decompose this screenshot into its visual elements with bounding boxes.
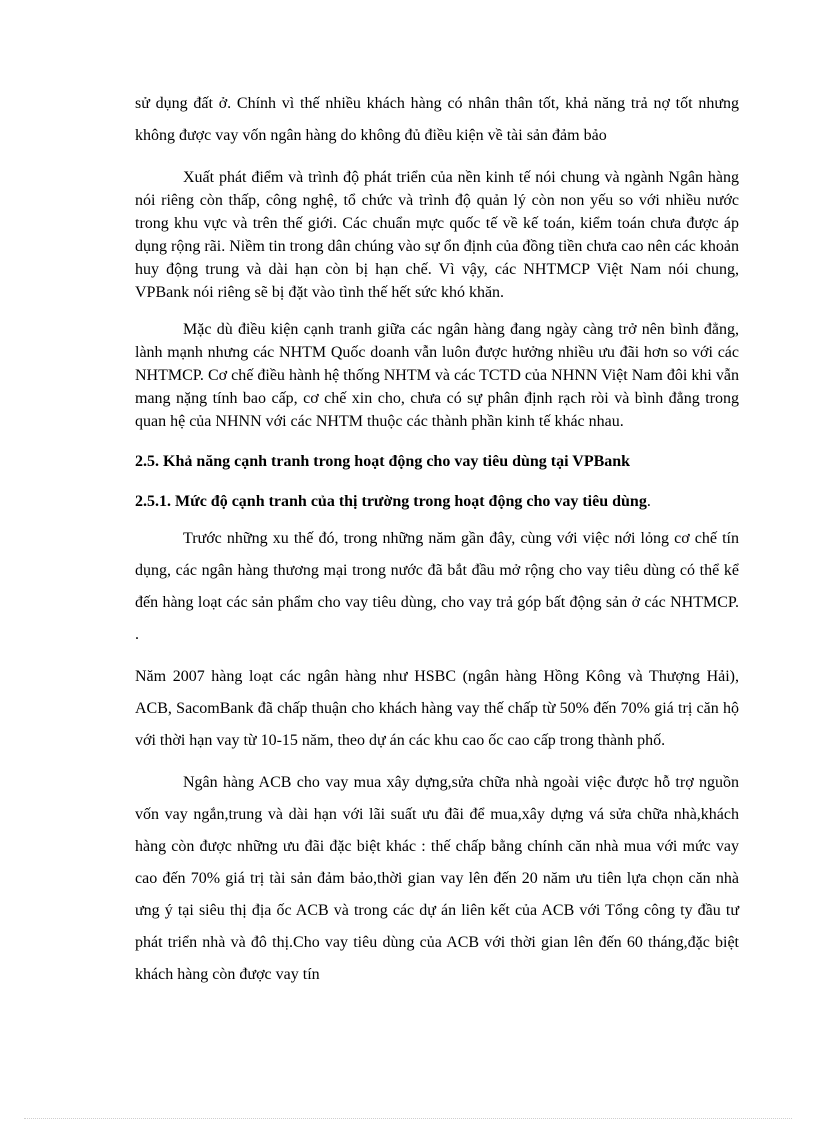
subsection-heading-text: 2.5.1. Mức độ cạnh tranh của thị trường trong hoạt động cho vay tiêu dùng bbox=[135, 493, 647, 510]
paragraph-starting-point: Xuất phát điểm và trình độ phát triển của nền kinh tế nói chung và ngành Ngân hàng nói riêng còn thấp, công nghệ, tổ chức và trình độ quản lý còn non yếu so với nhiều nước trong khu vực và trên thế giới. Các chuẩn mực quốc tế về kế toán, kiểm toán chưa được áp dụng rộng rãi. Niềm tin trong dân chúng vào sự ổn định của đồng tiền chưa cao nên các khoản huy động trung và dài hạn còn bị hạn chế. Vì vậy, các NHTMCP Việt Nam nói chung, VPBank nói riêng sẽ bị đặt vào tình thế hết sức khó khăn. bbox=[135, 169, 739, 301]
page-bottom-rule bbox=[24, 1118, 792, 1119]
subsection-heading bbox=[135, 491, 739, 513]
section-heading: 2.5. Khả năng cạnh tranh trong hoạt động cho vay tiêu dùng tại VPBank bbox=[135, 453, 631, 470]
subsection-heading-period: . bbox=[646, 493, 651, 510]
paragraph-acb-lending: Ngân hàng ACB cho vay mua xây dựng,sửa chữa nhà ngoài việc được hỗ trợ nguồn vốn vay ngắn,trung và dài hạn với lãi suất ưu đãi để mua,xây dựng vá sửa chữa nhà,khách hàng còn được những ưu đãi đặc biệt khác : thế chấp bằng chính căn nhà mua với mức vay cao đến 70% giá trị tài sản đảm bảo,thời gian vay lên đến 20 năm ưu tiên lựa chọn căn nhà ưng ý tại siêu thị địa ốc ACB và trong các dự án liên kết của ACB với Tổng công ty đầu tư phát triển nhà và đô thị.Cho vay tiêu dùng của ACB với thời gian lên đến 60 tháng,đặc biệt khách hàng còn được vay tín bbox=[135, 774, 739, 983]
paragraph-2007-banks: Năm 2007 hàng loạt các ngân hàng như HSBC (ngân hàng Hồng Kông và Thượng Hải), ACB, SacomBank đã chấp thuận cho khách hàng vay thế chấp từ 50% đến 70% giá trị căn hộ với thời hạn vay từ 10-15 năm, theo dự án các khu cao ốc cao cấp trong thành phố. bbox=[135, 668, 739, 749]
paragraph-competition-conditions: Mặc dù điều kiện cạnh tranh giữa các ngân hàng đang ngày càng trở nên bình đẳng, lành mạnh nhưng các NHTM Quốc doanh vẫn luôn được hưởng nhiều ưu đãi hơn so với các NHTMCP. Cơ chế điều hành hệ thống NHTM và các TCTD của NHNN Việt Nam đôi khi vẫn mang nặng tính bao cấp, cơ chế xin cho, chưa có sự phân định rạch ròi và bình đẳng trong quan hệ của NHNN với các NHTM thuộc các thành phần kinh tế khác nhau. bbox=[135, 321, 739, 430]
paragraph-collateral: sử dụng đất ở. Chính vì thế nhiều khách hàng có nhân thân tốt, khả năng trả nợ tốt nhưng không được vay vốn ngân hàng do không đủ điều kiện về tài sản đảm bảo bbox=[135, 95, 739, 144]
paragraph-trends: Trước những xu thế đó, trong những năm gần đây, cùng với việc nới lỏng cơ chế tín dụng, các ngân hàng thương mại trong nước đã bắt đầu mở rộng cho vay tiêu dùng có thể kể đến hàng loạt các sản phẩm cho vay tiêu dùng, cho vay trả góp bất động sản ở các NHTMCP. . bbox=[135, 530, 739, 643]
document-page bbox=[135, 88, 739, 991]
